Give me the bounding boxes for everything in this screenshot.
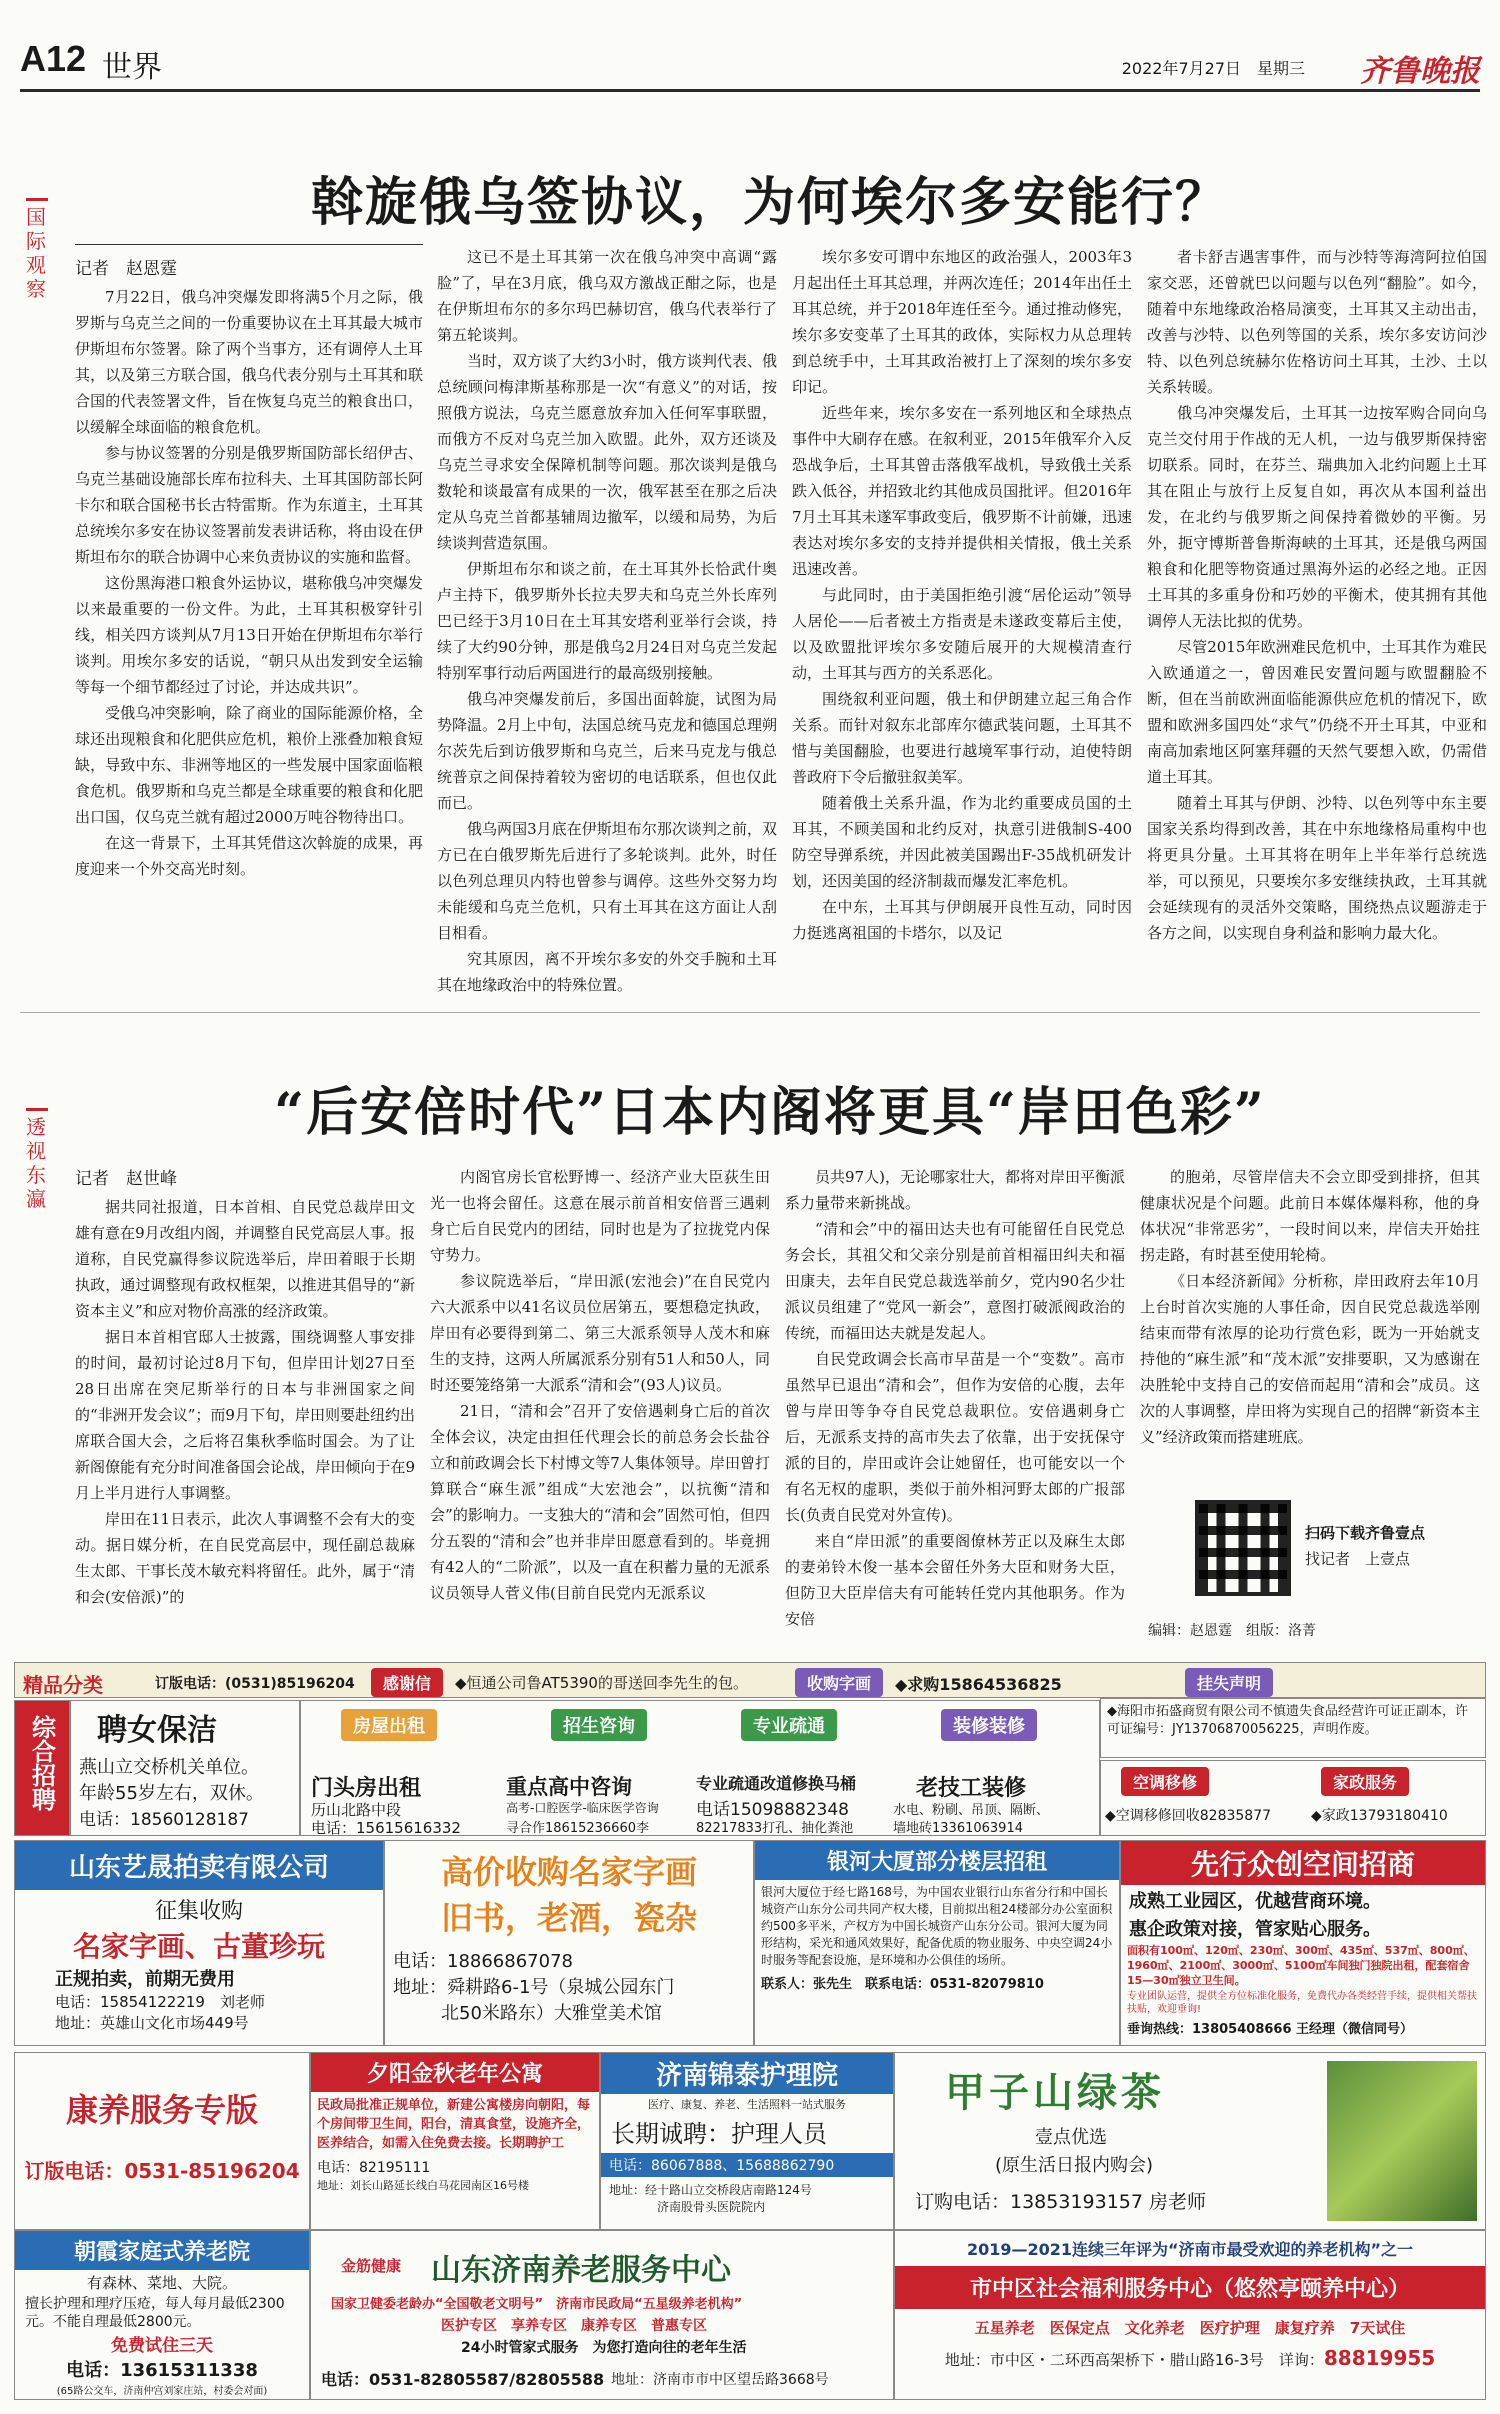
category-row [300,1700,1100,1836]
jinan-elderly-center-ad [310,2230,894,2400]
paragraph: 自民党政调会长高市早苗是一个“变数”。高市虽然早已退出“清和会”，但作为安倍的心腹，去年曾与岸田等争夺自民党总裁职位。安倍遇刺身亡后，无派系支持的高市失去了依靠，出于安抚保守派的目的，岸田或许会让她留任，也可能安以一个有名无权的虚职，类似于前外相河野太郎的广报部长(负责自民党对外宣传)。 [785,1350,1125,1524]
tea-phone: 订购电话：13853193157 房老师 [915,2191,1207,2213]
sunset-apartment-ad [310,2052,600,2230]
ac-text: ◆空调移修回收82835877 [1105,1808,1272,1824]
xy-addr: 地址：刘长山路延长线白马花园南区16号楼 [317,2179,529,2192]
job-title: 聘女保洁 [97,1713,217,1748]
auction-sub: 征集收购 [154,1899,243,1924]
recruit-label-text: 综合招聘 [27,1715,56,1811]
zhaoxia-care-ad [14,2230,310,2400]
jt-phone: 电话：86067888、15688862790 [601,2153,893,2177]
paragraph: 近些年来，埃尔多安在一系列地区和全球热点事件中大刷存在感。在叙利亚，2015年俄军介入反恐战争后，土耳其曾击落俄军战机，导致俄土关系跌入低谷，并招致北约其他成员国批评。但2016年7月土耳其未遂军事政变后，俄罗斯不计前嫌，迅速表达对埃尔多安的支持并提供相关情报，俄土关系迅速改善。 [792,404,1132,578]
paragraph: 这份黑海港口粮食外运协议，堪称俄乌冲突爆发以来最重要的一份文件。为此，土耳其积极穿针引线，相关四方谈判从7月13日开始在伊斯坦布尔举行谈判。用埃尔多安的话说，“朝只从出发到安全运输等每一个细节都经过了讨论，并达成共识”。 [75,574,423,696]
thanks-text: ◆恒通公司鲁AT5390的哥送回李先生的包。 [455,1674,748,1692]
drain-title: 专业疏通改道修换马桶 [696,1774,857,1793]
building-rent-ad [754,1840,1120,2046]
rent-title: 门头房出租 [311,1776,422,1801]
zx-line-2: 擅长护理和理疗压疮，每人每月最低2300元。不能自理最低2800元。 [25,2296,285,2330]
sz-phone: 88819955 [1323,2346,1436,2370]
buy-title-1: 高价收购名家字画 [440,1853,697,1891]
auction-addr: 地址：英雄山文化市场449号 [55,2014,249,2032]
classified-phone: 订版电话：(0531)85196204 [155,1676,355,1692]
page-number: A12 [20,38,87,79]
paragraph: 在这一背景下，土耳其凭借这次斡旋的成果，再度迎来一个外交高光时刻。 [75,834,423,878]
article1-byline: 记者 赵恩霆 [75,259,177,279]
jn-addr: 地址：济南市市中区望岳路3668号 [611,2372,829,2388]
jn-brand: 金筋健康 [341,2257,402,2275]
cat-deco: 装修装修 [941,1709,1037,1741]
qr-caption-2: 找记者 上壹点 [1305,1550,1411,1568]
jn-line-1: 国家卫健委老龄办“全国敬老文明号” 济南市民政局“五星级养老机构” [331,2297,743,2312]
paragraph: 21日，“清和会”召开了安倍遇刺身亡后的首次全体会议，决定由担任代理会长的前总务会长盐谷立和前政调会长下村博文等7人集体领导。岸田曾打算联合“麻生派”组成“大宏池会”，以抗衡“清和会”的影响力。一支独大的“清和会”固然可怕，但四分五裂的“清和会”也并非岸田愿意看到的。毕竟拥有42人的“二阶派”，以及一直在积蓄力量的无派系议员领导人菅义伟(目前自民党内无派系议 [430,1402,770,1602]
ac-home-ads [1100,1760,1486,1836]
issue-date: 2022年7月27日 星期三 [1121,59,1305,78]
antique-buy-ad [384,1840,754,2046]
tea-line-1: 壹点优选 [1035,2127,1107,2148]
auction-phone: 电话：15854122219 刘老师 [55,1993,265,2011]
deco-phone: 墙地砖13361063914 [893,1821,1023,1836]
paragraph: 的胞弟，尽管岸信夫不会立即受到排挤，但其健康状况是个问题。此前日本媒体爆料称，他的身体状况“非常恶劣”，一段时间以来，岸信夫开始拄拐走路，有时甚至使用轮椅。 [1140,1168,1480,1264]
jt-title: 济南锦泰护理院 [601,2053,893,2094]
rent-phone: 电话：15615616332 [311,1819,461,1836]
paragraph: 来自“岸田派”的重要阁僚林芳正以及麻生太郎的妻弟铃木俊一基本会留任外务大臣和财务大臣，但防卫大臣岸信夫有可能转任党内其他职务。作为安倍 [785,1532,1125,1628]
paragraph: 者卡舒吉遇害事件，而与沙特等海湾阿拉伯国家交恶，还曾就巴以问题与以色列“翻脸”。如今，随着中东地缘政治格局演变，土耳其又主动出击，改善与沙特、以色列等国的关系，埃尔多安访问沙特、以色列总统赫尔佐格访问土耳其，土沙、土以关系转暖。 [1147,248,1487,396]
ac-tag: 空调移修 [1121,1767,1209,1796]
paragraph: 究其原因，离不开埃尔多安的外交手腕和土耳其在地缘政治中的特殊位置。 [437,950,777,994]
paragraph: 在中东，土耳其与伊朗展开良性互动，同时因力挺逃离祖国的卡塔尔，以及记 [792,898,1132,942]
bank-text: 银河大厦位于经七路168号，为中国农业银行山东省分行和中国长城资产山东分公司共同产权大楼，目前拟出租24楼部分办公室面积约500多平米，产权方为中国长城资产山东分公司。银河大厦为同形结构，采光和通风效果好，配备优质的物业服务、中央空调24小时服务等配套设施，是环境和办公俱佳的场所。 [761,1885,1113,1967]
paragraph: 参与协议签署的分别是俄罗斯国防部长绍伊古、乌克兰基础设施部长库布拉科夫、土耳其国防部长阿卡尔和联合国秘书长古特雷斯。作为东道主，土耳其总统埃尔多安在协议签署前发表讲话称，将由设在伊斯坦布尔的联合协调中心来负责协议的实施和监督。 [75,444,423,566]
paragraph: 埃尔多安可谓中东地区的政治强人，2003年3月起出任土耳其总理，并两次连任；2014年出任土耳其总统，并于2018年连任至今。通过推动修宪，埃尔多安变革了土耳其的政体，实际权力从总理转到总统手中，土耳其政治被打上了深刻的埃尔多安印记。 [792,248,1132,396]
sz-tags: 五星养老 医保定点 文化养老 医疗护理 康复疗养 7天试住 [974,2319,1406,2337]
xx-line-2: 惠企政策对接，管家贴心服务。 [1129,1919,1381,1940]
job-line-3: 电话：18560128187 [79,1810,249,1830]
sz-addr: 地址：市中区・二环西高架桥下・腊山路16-3号 详询： [944,2351,1324,2369]
xx-line-1: 成熟工业园区，优越营商环境。 [1129,1891,1381,1912]
article2-tag: 透视东瀛 [26,1108,48,1218]
auction-big: 名家字画、古董珍玩 [72,1930,325,1963]
article2-headline: “后安倍时代”日本内阁将更具“岸田色彩” [274,1082,1266,1143]
buy-addr-1: 地址：舜耕路6-1号（泉城公园东门 [393,1977,675,1998]
paragraph: 当时，双方谈了大约3小时，俄方谈判代表、俄总统顾问梅津斯基称那是一次“有意义”的对话，按照俄方说法，乌克兰愿意放弃加入任何军事联盟，而俄方不反对乌克兰加入欧盟。此外，双方还谈及乌克兰寻求安全保障机制等问题。那次谈判是俄乌数轮和谈最富有成果的一次，俄军甚至在那之后决定从乌克兰首都基辅周边撤军，以缓和局势，为后续谈判营造氛围。 [437,352,777,552]
cat-drain: 专业疏通 [741,1709,837,1741]
xy-title: 夕阳金秋老年公寓 [311,2053,599,2092]
school-sub: 高考-口腔医学-临床医学咨询 [506,1801,659,1815]
qr-code[interactable] [1195,1500,1291,1596]
jn-line-2: 医护专区 享养专区 康养专区 普惠专区 [441,2318,707,2334]
ky-phone: 订版电话：0531-85196204 [24,2159,300,2183]
jt-addr-1: 地址：经十路山立交桥段店南路124号 [609,2183,812,2197]
cat-rent: 房屋出租 [341,1709,437,1741]
notice-text: ◆海阳市拓盛商贸有限公司不慎遗失食品经营许可证正副本，许可证编号：JY13706870056225，声明作废。 [1107,1704,1468,1737]
school-title: 重点高中咨询 [506,1775,632,1799]
drain-phone: 电话15098882348 [696,1800,849,1820]
paragraph: 随着土耳其与伊朗、沙特、以色列等中东主要国家关系均得到改善，其在中东地缘格局重构中也将更具分量。土耳其将在明年上半年举行总统选举，可以预见，只要埃尔多安继续执政，土耳其就会延续现有的灵活外交策略，围绕热点议题游走于各方之间，以实现自身利益和影响力最大化。 [1147,794,1487,942]
paragraph: 受俄乌冲突影响，除了商业的国际能源价格，全球还出现粮食和化肥供应危机，粮价上涨叠加粮食短缺，导致中东、非洲等地区的一些发展中国家面临粮食危机。俄罗斯和乌克兰都是全球重要的粮食和化肥出口国，仅乌克兰就有超过2000万吨谷物待出口。 [75,704,423,826]
buy-title-2: 旧书，老酒，瓷杂 [440,1899,697,1937]
elderly-care-banner [14,2052,310,2230]
jt-recruit: 长期诚聘：护理人员 [611,2120,827,2148]
article1-column-2 [437,244,777,996]
tea-title: 甲子山绿茶 [945,2070,1165,2116]
article1-column-1 [75,284,423,996]
paragraph: 俄乌冲突爆发后，土耳其一边按军购合同向乌克兰交付用于作战的无人机，一边与俄罗斯保持密切联系。同时，在芬兰、瑞典加入北约问题上土耳其在阻止与放行上反复自如，再次从本国利益出发，在北约与俄罗斯之间保持着微妙的平衡。另外，扼守博斯普鲁斯海峡的土耳其，还是俄乌两国粮食和化肥等物资通过黑海外运的必经之地。正因土耳其的多重身份和巧妙的平衡术，使其拥有其他调停人无法比拟的优势。 [1147,404,1487,630]
paragraph: 俄乌两国3月底在伊斯坦布尔那次谈判之前，双方已在白俄罗斯先后进行了多轮谈判。此外，时任以色列总理贝内特也曾参与调停。这些外交努力均未能缓和乌克兰危机，只有土耳其在这方面让人刮目相看。 [437,820,777,942]
editor-credit: 编辑：赵恩霆 组版：洛菁 [1148,1623,1316,1639]
job-line-2: 年龄55岁左右，双休。 [79,1783,264,1804]
zx-free: 免费试住三天 [111,2336,213,2356]
sz-title: 市中区社会福利服务中心（悠然亭颐养中心） [895,2266,1485,2309]
article2-column-2 [430,1164,770,1650]
qr-caption: 扫码下载齐鲁壹点 [1305,1524,1426,1542]
section-name: 世界 [102,50,162,85]
rent-sub: 历山北路中段 [311,1801,402,1819]
xx-line-3: 面积有100㎡、120㎡、230㎡、300㎡、435㎡、537㎡、800㎡、1960㎡、2100㎡、3000㎡、5100㎡车间独门独院出租，配套宿舍15—30㎡独立卫生间。 [1127,1944,1475,1987]
auction-free: 正规拍卖，前期无费用 [55,1969,235,1990]
article1-column-4 [1147,244,1487,996]
deco-sub: 水电、粉刷、吊顶、隔断、 [893,1803,1050,1818]
deco-title: 老技工装修 [916,1776,1027,1801]
paragraph: 与此同时，由于美国拒绝引渡“居伦运动”领导人居伦——后者被土方指责是未遂政变幕后主使，以及欧盟批评埃尔多安随后展开的大规模清查行动，土耳其与西方的关系恶化。 [792,586,1132,682]
notice-ad [1100,1698,1486,1758]
paragraph: 员共97人)，无论哪家壮大，都将对岸田平衡派系力量带来新挑战。 [785,1168,1125,1212]
paragraph: 据共同社报道，日本首相、自民党总裁岸田文雄有意在9月改组内阁，并调整自民党高层人事。报道称，自民党赢得参议院选举后，岸田着眼于长期执政，通过调整现有政权框架，以推进其倡导的“新资本主义”和应对物价高涨的经济政策。 [75,1198,415,1320]
zx-addr: (65路公交车，济南仲宫刘家庄站，村委会对面) [56,2386,268,2397]
zx-line-1: 有森林、菜地、大院。 [86,2274,237,2292]
classified-bar [14,1662,1486,1698]
jintai-nursing-ad [600,2052,894,2230]
jn-phone: 电话：0531-82805587/82805588 [321,2370,605,2389]
startup-space-ad [1120,1840,1486,2046]
paragraph: 伊斯坦布尔和谈之前，在土耳其外长恰武什奥卢主持下，俄罗斯外长拉夫罗夫和乌克兰外长库列巴已经于3月10日在土耳其安塔利亚举行会谈，持续了大约90分钟，那是俄乌2月24日对乌克兰发起特别军事行动后两国进行的最高级别接触。 [437,560,777,682]
article2-byline: 记者 赵世峰 [75,1169,177,1189]
notice-tag: 挂失声明 [1185,1668,1273,1697]
shizhong-welfare-ad [894,2230,1486,2400]
classified-title: 精品分类 [23,1673,103,1697]
sz-footer [895,2346,1485,2370]
paragraph: 这已不是土耳其第一次在俄乌冲突中高调“露脸”了，早在3月底，俄乌双方激战正酣之际，也是在伊斯坦布尔的多尔玛巴赫切宫，俄乌代表举行了第五轮谈判。 [437,248,777,344]
paragraph: 尽管2015年欧洲难民危机中，土耳其作为难民入欧通道之一，曾因难民安置问题与欧盟翻脸不断，但在当前欧洲面临能源供应危机的情况下，欧盟和欧洲多国四处“求气”仍绕不开土耳其，中亚和南高加索地区阿塞拜疆的天然气要想入欧，仍需借道土耳其。 [1147,638,1487,786]
jt-addr-2: 济南股骨头医院院内 [657,2200,766,2214]
wanted-text: ◆求购15864536825 [895,1675,1062,1694]
ky-title: 康养服务专版 [65,2091,258,2129]
paragraph: 7月22日，俄乌冲突爆发即将满5个月之际，俄罗斯与乌克兰之间的一份重要协议在土耳其最大城市伊斯坦布尔签署。除了两个当事方，还有调停人土耳其，以及第三方联合国，俄乌代表分别与土耳其和联合国的代表签署文件，旨在恢复乌克兰的粮食出口，以缓解全球面临的粮食危机。 [75,288,423,436]
article1-column-3 [792,244,1132,996]
article1-tag: 国际观察 [26,198,48,308]
home-tag: 家政服务 [1321,1767,1409,1796]
cat-school: 招生咨询 [551,1709,647,1741]
article2-column-3 [785,1164,1125,1650]
drain-sub: 82217833打孔、抽化粪池 [696,1821,854,1836]
home-text: ◆家政13793180410 [1311,1808,1448,1824]
jn-line-3: 24小时管家式服务 为您打造向往的老年生活 [461,2340,747,2356]
bank-phone: 联系人：张先生 联系电话：0531-82079810 [761,1977,1044,1992]
zx-phone: 电话：13615311338 [66,2360,258,2381]
paragraph: “清和会”中的福田达夫也有可能留任自民党总务会长，其祖父和父亲分别是前首相福田纠夫和福田康夫，去年自民党总裁选举前夕，党内90名少壮派议员组建了“党风一新会”，意图打破派阀政治的传统，而福田达夫就是发起人。 [785,1220,1125,1342]
bank-title: 银河大厦部分楼层招租 [755,1841,1119,1880]
xx-line-4: 专业团队运营，提供全方位标准化服务，免费代办各类经营手续，提供相关帮扶扶贴，欢迎垂询! [1127,1991,1477,2015]
xx-title: 先行众创空间招商 [1121,1841,1485,1885]
page-header [20,28,1480,92]
xy-phone: 电话：82195111 [317,2160,431,2176]
jn-title: 山东济南养老服务中心 [431,2253,731,2288]
auction-ad [14,1840,384,2046]
xx-phone: 垂询热线：13805408666 王经理（微信同号） [1127,2022,1414,2037]
paragraph: 俄乌冲突爆发前后，多国出面斡旋，试图为局势降温。2月上中旬，法国总统马克龙和德国总理朔尔茨先后到访俄罗斯和乌克兰，后来马克龙与俄总统普京之间保持着较为密切的电话联系，但也仅此而已。 [437,690,777,812]
sz-top: 2019—2021连续三年评为“济南市最受欢迎的养老机构”之一 [966,2240,1414,2259]
buy-addr-2: 北50米路东）大雅堂美术馆 [441,2003,662,2024]
school-phone: 寻合作18615236660李 [506,1821,649,1836]
green-tea-ad [894,2052,1486,2230]
cleaner-job-ad [70,1700,300,1836]
article1-top-rule [75,244,423,245]
paragraph: 《日本经济新闻》分析称，岸田政府去年10月上台时首次实施的人事任命，因自民党总裁选举刚结束而带有浓厚的论功行赏色彩，既为一开始就支持他的“麻生派”和“茂木派”安排要职，又为感谢在决胜轮中支持自己的安倍而起用“清和会”成员。这次的人事调整，岸田将为实现自己的招牌“新资本主义”经济政策而搭建班底。 [1140,1272,1480,1446]
auction-title: 山东艺晟拍卖有限公司 [15,1841,383,1890]
recruit-side-label [14,1700,70,1836]
job-line-1: 燕山立交桥机关单位。 [79,1757,259,1778]
paragraph: 参议院选举后，“岸田派(宏池会)”在自民党内六大派系中以41名议员位居第五，要想稳定执政，岸田有必要得到第二、第三大派系领导人茂木和麻生的支持，这两人所属派系分别有51人和50人，同时还要笼络第一大派系“清和会”(93人)议员。 [430,1272,770,1394]
newspaper-logo: 齐鲁晚报 [1360,54,1480,89]
tea-photo [1327,2061,1477,2221]
paragraph: 岸田在11日表示，此次人事调整不会有大的变动。据日媒分析，在自民党高层中，现任副总裁麻生太郎、干事长茂木敏充料将留任。此外，属于“清和会(安倍派)”的 [75,1510,415,1606]
buy-phone: 电话：18866867078 [393,1951,573,1972]
article1-headline: 斡旋俄乌签协议，为何埃尔多安能行？ [310,172,1229,233]
jt-sub: 医疗、康复、养老、生活照料一站式服务 [648,2098,846,2111]
tea-line-2: (原生活日报内购会) [995,2155,1154,2176]
article-divider [20,1012,1480,1013]
paragraph: 随着俄土关系升温，作为北约重要成员国的土耳其，不顾美国和北约反对，执意引进俄制S-400防空导弹系统，并因此被美国踢出F-35战机研发计划，还因美国的经济制裁而爆发汇率危机。 [792,794,1132,890]
paragraph: 围绕叙利亚问题，俄土和伊朗建立起三角合作关系。而针对叙东北部库尔德武装问题，土耳其不惜与美国翻脸，也要进行越境军事行动，迫使特朗普政府下令后撤驻叙美军。 [792,690,1132,786]
zx-title: 朝霞家庭式养老院 [15,2231,309,2270]
xy-text: 民政局批准正规单位，新建公寓楼房向朝阳，每个房间带卫生间，阳台，清真食堂，设施齐全，医养结合，如需入住免费去接。长期聘护工 [317,2098,591,2151]
thanks-tag: 感谢信 [371,1668,443,1697]
paragraph: 内阁官房长官松野博一、经济产业大臣荻生田光一也将会留任。这意在展示前首相安倍晋三遇刺身亡后自民党内的团结，同时也是为了拉拢党内保守势力。 [430,1168,770,1264]
paragraph: 据日本首相官邸人士披露，围绕调整人事安排的时间，最初讨论过8月下旬，但岸田计划27日至28日出席在突尼斯举行的日本与非洲国家之间的“非洲开发会议”；而9月下旬，岸田则要赴纽约出席联合国大会，之后将召集秋季临时国会。为了让新阁僚能有充分时间准备国会论战，岸田倾向于在9月上半月进行人事调整。 [75,1328,415,1502]
wanted-tag: 收购字画 [795,1668,883,1697]
article2-column-1 [75,1194,415,1650]
article2-column-4 [1140,1164,1480,1490]
